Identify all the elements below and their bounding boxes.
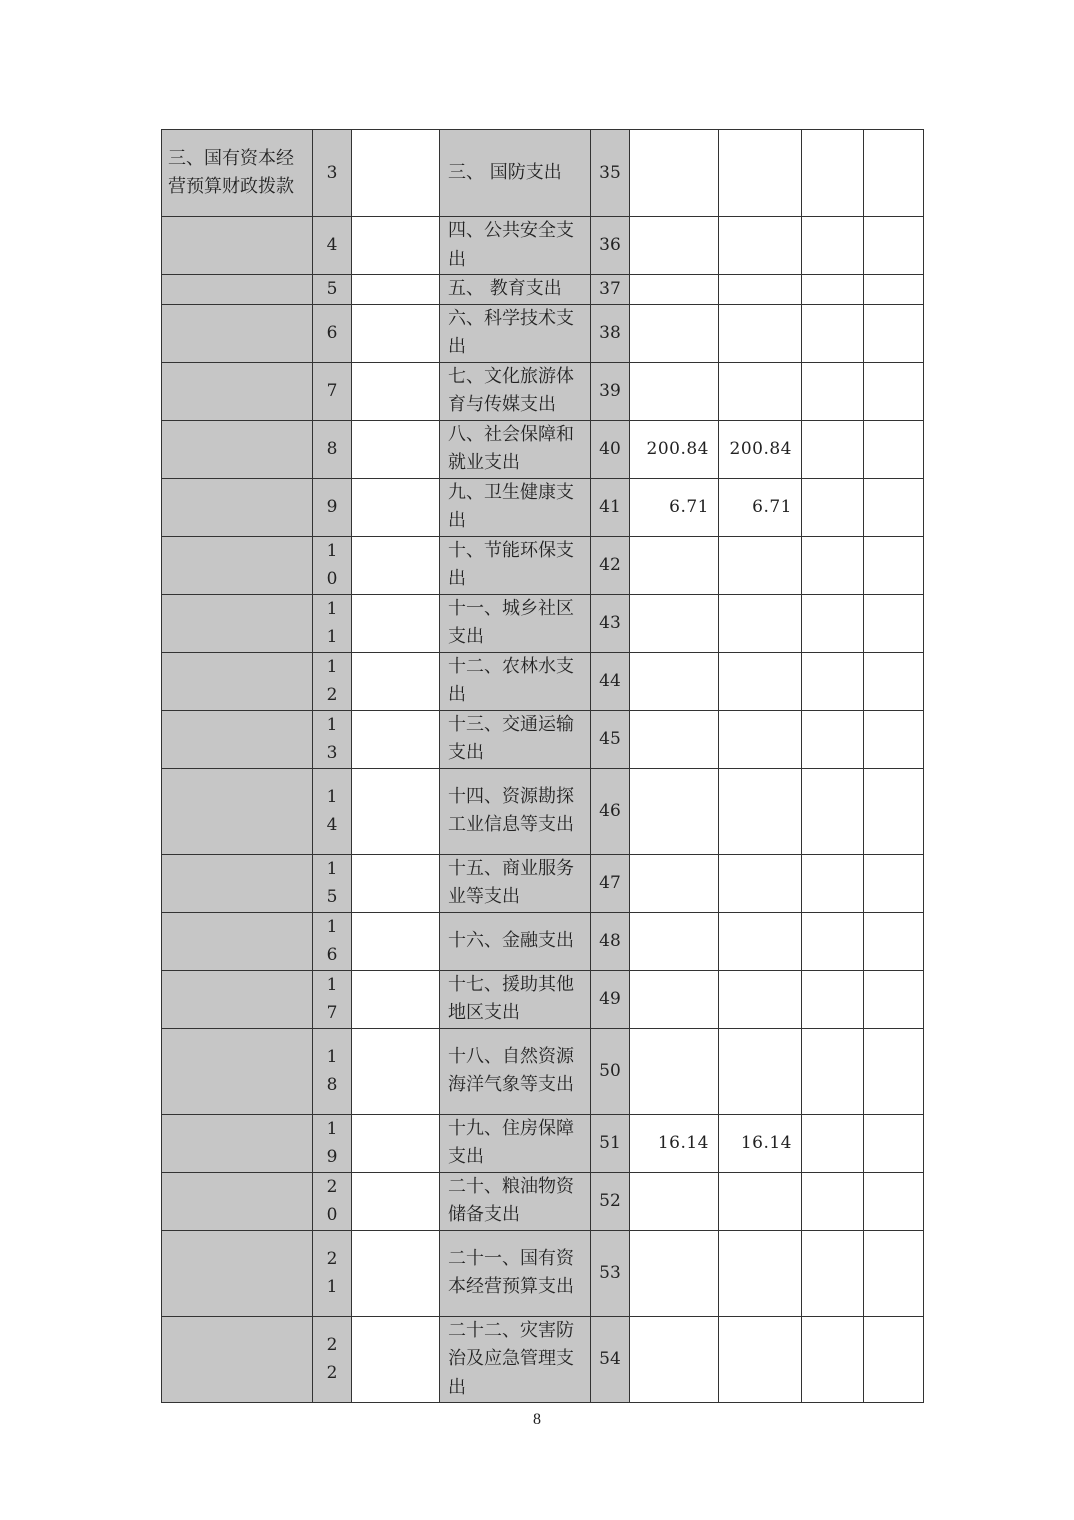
income-line-number — [313, 1172, 352, 1230]
expense-amount-cell — [719, 652, 802, 710]
line-number-digit: 3 — [326, 162, 338, 183]
line-number-digit: 1 — [326, 598, 338, 619]
table-row — [162, 304, 924, 362]
expense-amount-cell — [630, 1028, 719, 1114]
line-number-digit: 1 — [326, 974, 338, 995]
expense-amount-cell — [802, 1230, 864, 1316]
income-line-number — [313, 420, 352, 478]
expense-amount-cell — [719, 768, 802, 854]
expense-amount-cell — [719, 1028, 802, 1114]
table-row — [162, 1028, 924, 1114]
expense-amount-cell — [864, 854, 924, 912]
expense-amount-cell — [802, 130, 864, 217]
income-amount-cell — [352, 1028, 440, 1114]
income-item-cell — [162, 594, 313, 652]
income-line-number — [313, 275, 352, 305]
line-number-digit: 9 — [326, 1147, 338, 1167]
expense-item-cell: 二十、粮油物资储备支出 — [440, 1172, 591, 1230]
income-item-cell — [162, 854, 313, 912]
expense-amount-cell — [802, 768, 864, 854]
table-row — [162, 420, 924, 478]
expense-line-number: 52 — [591, 1172, 630, 1230]
expense-amount-cell — [802, 304, 864, 362]
expense-item-cell: 十二、农林水支出 — [440, 652, 591, 710]
expense-amount-cell — [864, 420, 924, 478]
income-amount-cell — [352, 1114, 440, 1172]
expense-item-cell: 六、科学技术支出 — [440, 304, 591, 362]
income-item-cell — [162, 1028, 313, 1114]
income-item-cell — [162, 652, 313, 710]
expense-amount-cell: 16.14 — [719, 1114, 802, 1172]
expense-amount-cell — [630, 536, 719, 594]
expense-amount-cell — [864, 912, 924, 970]
expense-amount-cell: 200.84 — [630, 420, 719, 478]
expense-line-number: 53 — [591, 1230, 630, 1316]
table-row — [162, 275, 924, 305]
table-row — [162, 1316, 924, 1403]
income-line-number — [313, 1114, 352, 1172]
income-amount-cell — [352, 304, 440, 362]
line-number-digit: 5 — [326, 887, 338, 907]
income-amount-cell — [352, 362, 440, 420]
expense-item-cell: 十、节能环保支出 — [440, 536, 591, 594]
expense-amount-cell — [802, 536, 864, 594]
expense-amount-cell — [719, 304, 802, 362]
income-amount-cell — [352, 217, 440, 275]
income-line-number — [313, 1316, 352, 1403]
expense-amount-cell — [630, 912, 719, 970]
line-number-digit: 1 — [326, 858, 338, 879]
expense-item-cell: 十四、资源勘探工业信息等支出 — [440, 768, 591, 854]
expense-line-number: 51 — [591, 1114, 630, 1172]
expense-amount-cell — [630, 1172, 719, 1230]
table-row — [162, 912, 924, 970]
expense-amount-cell — [630, 1316, 719, 1403]
expense-amount-cell — [719, 854, 802, 912]
expense-line-number: 41 — [591, 478, 630, 536]
page-number: 8 — [533, 1411, 541, 1428]
expense-line-number: 37 — [591, 275, 630, 305]
expense-amount-cell — [802, 362, 864, 420]
income-amount-cell — [352, 130, 440, 217]
expense-amount-cell — [864, 768, 924, 854]
expense-amount-cell — [719, 912, 802, 970]
line-number-digit: 2 — [326, 1363, 338, 1384]
income-item-cell — [162, 536, 313, 594]
expense-line-number: 49 — [591, 970, 630, 1028]
expense-line-number: 43 — [591, 594, 630, 652]
line-number-digit: 0 — [326, 569, 338, 589]
line-number-digit: 6 — [326, 945, 338, 965]
income-line-number — [313, 478, 352, 536]
expense-amount-cell — [864, 304, 924, 362]
income-item-cell: 三、国有资本经营预算财政拨款 — [162, 130, 313, 217]
expense-amount-cell — [630, 970, 719, 1028]
line-number-digit: 4 — [326, 815, 338, 835]
income-line-number — [313, 854, 352, 912]
expense-amount-cell — [630, 304, 719, 362]
income-item-cell — [162, 912, 313, 970]
table-row — [162, 594, 924, 652]
expense-item-cell: 十五、商业服务业等支出 — [440, 854, 591, 912]
income-line-number — [313, 362, 352, 420]
line-number-digit: 1 — [326, 540, 338, 561]
expense-amount-cell — [630, 710, 719, 768]
table-row — [162, 768, 924, 854]
expense-amount-cell — [630, 854, 719, 912]
income-line-number — [313, 304, 352, 362]
line-number-digit: 1 — [326, 1118, 338, 1139]
income-line-number — [313, 652, 352, 710]
expense-line-number: 38 — [591, 304, 630, 362]
expense-amount-cell — [802, 854, 864, 912]
table-row — [162, 217, 924, 275]
income-item-cell — [162, 478, 313, 536]
table-row — [162, 130, 924, 217]
income-amount-cell — [352, 420, 440, 478]
expense-amount-cell — [719, 710, 802, 768]
expense-line-number: 46 — [591, 768, 630, 854]
line-number-digit: 8 — [326, 1075, 338, 1095]
line-number-digit: 7 — [326, 380, 338, 401]
expense-item-cell: 四、公共安全支出 — [440, 217, 591, 275]
income-line-number — [313, 217, 352, 275]
income-line-number — [313, 594, 352, 652]
expense-amount-cell — [864, 536, 924, 594]
table-row — [162, 1114, 924, 1172]
income-amount-cell — [352, 652, 440, 710]
expense-line-number: 54 — [591, 1316, 630, 1403]
expense-item-cell: 十八、自然资源海洋气象等支出 — [440, 1028, 591, 1114]
income-amount-cell — [352, 854, 440, 912]
line-number-digit: 9 — [326, 496, 338, 517]
expense-amount-cell — [802, 594, 864, 652]
expense-item-cell: 三、 国防支出 — [440, 130, 591, 217]
income-line-number — [313, 536, 352, 594]
expense-line-number: 48 — [591, 912, 630, 970]
expense-amount-cell: 200.84 — [719, 420, 802, 478]
income-item-cell — [162, 1114, 313, 1172]
expense-amount-cell — [719, 1316, 802, 1403]
table-row — [162, 1230, 924, 1316]
expense-amount-cell — [802, 420, 864, 478]
expense-item-cell: 十七、援助其他地区支出 — [440, 970, 591, 1028]
income-item-cell — [162, 768, 313, 854]
income-line-number — [313, 1230, 352, 1316]
expense-amount-cell — [719, 1172, 802, 1230]
income-amount-cell — [352, 970, 440, 1028]
line-number-digit: 4 — [326, 235, 338, 256]
income-item-cell — [162, 275, 313, 305]
line-number-digit: 6 — [326, 322, 338, 343]
expense-amount-cell — [864, 362, 924, 420]
expense-amount-cell — [630, 594, 719, 652]
expense-amount-cell — [864, 1230, 924, 1316]
line-number-digit: 7 — [326, 1003, 338, 1023]
line-number-digit: 1 — [326, 714, 338, 735]
expense-amount-cell — [864, 1028, 924, 1114]
budget-table — [161, 129, 924, 1403]
expense-amount-cell — [802, 1114, 864, 1172]
table-row — [162, 652, 924, 710]
income-item-cell — [162, 304, 313, 362]
line-number-digit: 2 — [326, 1248, 338, 1269]
expense-line-number: 45 — [591, 710, 630, 768]
expense-amount-cell — [802, 710, 864, 768]
income-line-number — [313, 130, 352, 217]
income-item-cell — [162, 362, 313, 420]
expense-amount-cell — [719, 1230, 802, 1316]
expense-amount-cell — [864, 478, 924, 536]
expense-item-cell: 九、卫生健康支出 — [440, 478, 591, 536]
income-item-cell — [162, 1172, 313, 1230]
line-number-digit: 1 — [326, 1046, 338, 1067]
income-item-cell — [162, 1316, 313, 1403]
expense-amount-cell — [864, 970, 924, 1028]
expense-line-number: 40 — [591, 420, 630, 478]
expense-amount-cell — [864, 275, 924, 305]
expense-line-number: 50 — [591, 1028, 630, 1114]
expense-amount-cell — [630, 130, 719, 217]
expense-item-cell: 十三、交通运输支出 — [440, 710, 591, 768]
expense-amount-cell — [864, 130, 924, 217]
income-amount-cell — [352, 1172, 440, 1230]
income-amount-cell — [352, 275, 440, 305]
line-number-digit: 1 — [326, 1277, 338, 1297]
income-item-cell — [162, 710, 313, 768]
expense-line-number: 47 — [591, 854, 630, 912]
expense-item-cell: 七、文化旅游体育与传媒支出 — [440, 362, 591, 420]
expense-amount-cell — [630, 652, 719, 710]
line-number-digit: 2 — [326, 685, 338, 705]
expense-amount-cell — [630, 768, 719, 854]
table-row — [162, 536, 924, 594]
line-number-digit: 2 — [326, 1176, 338, 1197]
income-item-cell — [162, 420, 313, 478]
expense-amount-cell — [630, 275, 719, 305]
income-line-number — [313, 970, 352, 1028]
line-number-digit: 3 — [326, 743, 338, 763]
expense-amount-cell — [719, 217, 802, 275]
income-amount-cell — [352, 594, 440, 652]
expense-amount-cell — [719, 130, 802, 217]
expense-amount-cell — [864, 652, 924, 710]
expense-amount-cell — [630, 362, 719, 420]
expense-line-number: 35 — [591, 130, 630, 217]
expense-line-number: 44 — [591, 652, 630, 710]
expense-item-cell: 二十一、国有资本经营预算支出 — [440, 1230, 591, 1316]
expense-amount-cell — [802, 970, 864, 1028]
line-number-digit: 1 — [326, 627, 338, 647]
expense-item-cell: 十六、金融支出 — [440, 912, 591, 970]
income-item-cell — [162, 1230, 313, 1316]
income-amount-cell — [352, 1230, 440, 1316]
expense-item-cell: 十九、住房保障支出 — [440, 1114, 591, 1172]
income-amount-cell — [352, 768, 440, 854]
expense-amount-cell — [802, 912, 864, 970]
table-row — [162, 970, 924, 1028]
expense-item-cell: 十一、城乡社区支出 — [440, 594, 591, 652]
expense-amount-cell — [802, 652, 864, 710]
table-row — [162, 710, 924, 768]
income-line-number — [313, 912, 352, 970]
line-number-digit: 1 — [326, 656, 338, 677]
line-number-digit: 5 — [326, 279, 338, 299]
expense-amount-cell — [802, 217, 864, 275]
expense-amount-cell — [719, 536, 802, 594]
line-number-digit: 1 — [326, 916, 338, 937]
table-row — [162, 362, 924, 420]
expense-amount-cell — [864, 217, 924, 275]
income-amount-cell — [352, 912, 440, 970]
table-body — [162, 130, 924, 1403]
expense-amount-cell — [719, 970, 802, 1028]
expense-line-number: 39 — [591, 362, 630, 420]
expense-amount-cell — [864, 1316, 924, 1403]
income-line-number — [313, 1028, 352, 1114]
expense-amount-cell: 6.71 — [719, 478, 802, 536]
income-item-cell — [162, 217, 313, 275]
expense-amount-cell — [719, 362, 802, 420]
income-amount-cell — [352, 536, 440, 594]
line-number-digit: 1 — [326, 786, 338, 807]
expense-amount-cell — [802, 478, 864, 536]
expense-amount-cell — [630, 217, 719, 275]
line-number-digit: 0 — [326, 1205, 338, 1225]
income-amount-cell — [352, 710, 440, 768]
income-amount-cell — [352, 1316, 440, 1403]
income-line-number — [313, 768, 352, 854]
expense-amount-cell — [802, 1172, 864, 1230]
table-row — [162, 854, 924, 912]
expense-amount-cell — [802, 1028, 864, 1114]
income-line-number — [313, 710, 352, 768]
expense-amount-cell — [864, 1114, 924, 1172]
expense-amount-cell — [864, 1172, 924, 1230]
expense-item-cell: 八、社会保障和就业支出 — [440, 420, 591, 478]
expense-amount-cell — [864, 594, 924, 652]
income-amount-cell — [352, 478, 440, 536]
income-item-cell — [162, 970, 313, 1028]
table-row — [162, 1172, 924, 1230]
table-row — [162, 478, 924, 536]
expense-amount-cell — [719, 275, 802, 305]
expense-amount-cell: 6.71 — [630, 478, 719, 536]
expense-item-cell: 二十二、灾害防治及应急管理支出 — [440, 1316, 591, 1403]
expense-line-number: 36 — [591, 217, 630, 275]
expense-amount-cell — [630, 1230, 719, 1316]
line-number-digit: 8 — [326, 438, 338, 459]
line-number-digit: 2 — [326, 1334, 338, 1355]
expense-line-number: 42 — [591, 536, 630, 594]
expense-amount-cell: 16.14 — [630, 1114, 719, 1172]
expense-amount-cell — [864, 710, 924, 768]
expense-item-cell: 五、 教育支出 — [440, 275, 591, 305]
expense-amount-cell — [802, 1316, 864, 1403]
expense-amount-cell — [802, 275, 864, 305]
expense-amount-cell — [719, 594, 802, 652]
